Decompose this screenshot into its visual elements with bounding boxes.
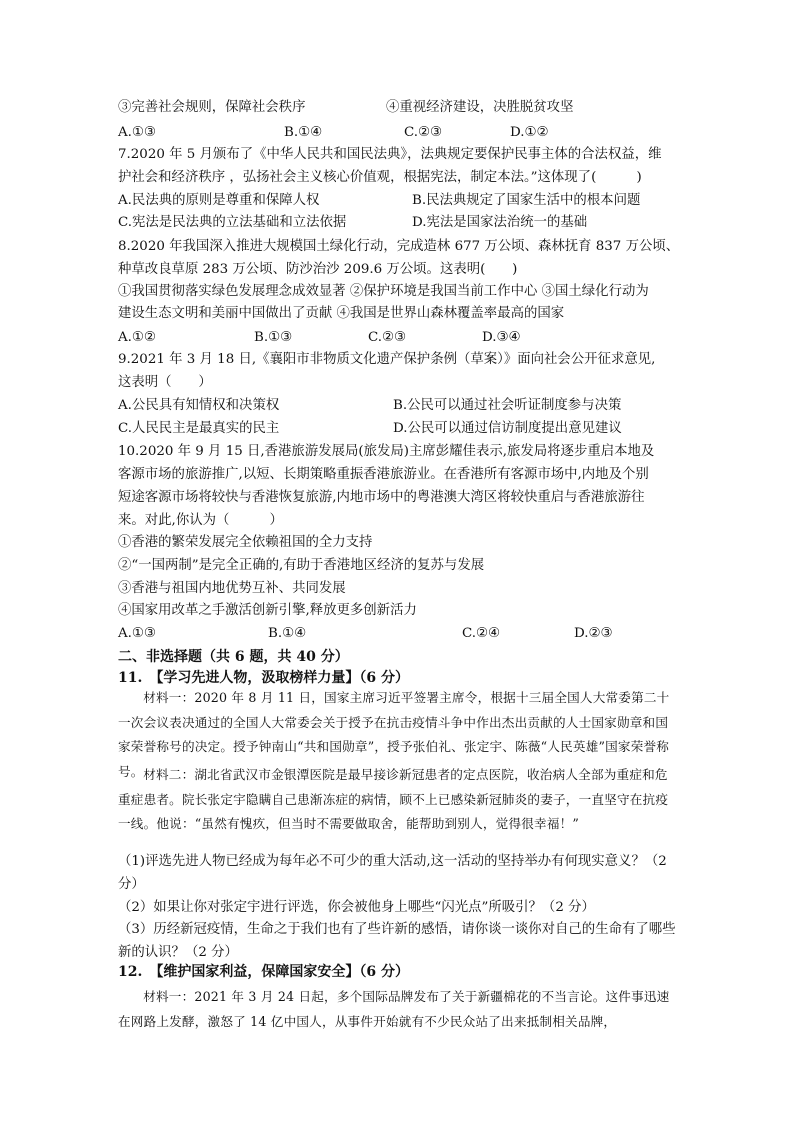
q7-choice-b: B.民法典规定了国家生活中的根本问题 [412,193,641,208]
q10-item-4: ④国家用改革之手激活创新引擎,释放更多创新活力 [118,603,417,618]
q8-stem-line2: 种草改良草原 283 万公顷、防沙治沙 209.6 万公顷。这表明( ) [118,262,518,277]
q12-material-1: 材料一：2021 年 3 月 24 日起，多个国际品牌发布了关于新疆棉花的不当言论。这件事迅速在网路上发酵，激怒了 14 亿中国人，从事件开始就有不少民众站了出来抵制相关品牌， [118,989,670,1029]
q10-stem-line4: 来。对此,你认为（ ） [118,513,283,528]
q7-choice-c: C.宪法是民法典的立法基础和立法依据 [118,215,347,230]
q7-options-row1 [118,191,678,211]
q8-choice-d: D.③④ [482,330,521,345]
q9-stem-line2: 这表明（ ） [118,375,212,390]
q10-item-2: ②“一国两制”是完全正确的,有助于香港地区经济的复苏与发展 [118,558,485,573]
q9-choice-c: C.人民民主是最真实的民主 [118,421,280,436]
q10-choice-d: D.②③ [574,626,613,641]
q6-item-3: ③完善社会规则，保障社会秩序 [118,100,306,115]
q11-subquestion-2: （2）如果让你对张定宇进行评选，你会被他身上哪些“闪光点”所吸引？（2 分） [118,900,595,915]
q11-title: 11. 【学习先进人物，汲取榜样力量】（6 分） [118,670,409,686]
q11-subquestion-1: （1)评选先进人物已经成为每年必不可少的重大活动,这一活动的坚持举办有何现实意义？（2 分） [118,854,667,892]
q10-stem-line3: 短途客源市场将较快与香港恢复旅游,内地市场中的粤港澳大湾区将较快重启与香港旅游往 [118,490,645,505]
q8-stem-line1: 8.2020 年我国深入推进大规模国土绿化行动，完成造林 677 万公顷、森林抚育 837 万公顷、 [118,239,680,254]
q10-item-3: ③香港与祖国内地优势互补、共同发展 [118,581,346,596]
q7-stem-line1: 7.2020 年 5 月颁布了《中华人民共和国民法典》，法典规定要保护民事主体的合法权益，维 [118,147,662,162]
q8-choice-a: A.①② [118,330,156,345]
q8-choices [118,328,678,348]
q6-choice-c: C.②③ [404,125,443,140]
q7-choice-a: A.民法典的原则是尊重和保障人权 [118,193,320,208]
q6-choice-d: D.①② [510,125,549,140]
q10-stem-line2: 客源市场的旅游推广,以短、长期策略重振香港旅游业。在香港所有客源市场中,内地及个别 [118,467,649,482]
q8-stem-line3: ①我国贯彻落实绿色发展理念成效显著 ②保护环境是我国当前工作中心 ③国土绿化行动为 [118,284,649,299]
q12-title: 12. 【维护国家利益，保障国家安全】（6 分） [118,964,409,980]
q11-subquestion-3: （3）历经新冠疫情，生命之于我们也有了些许新的感悟，请你谈一谈你对自己的生命有了哪些新的认识？（2 分） [118,922,676,960]
q6-options-row [118,98,678,118]
q9-choice-d: D.公民可以通过信访制度提出意见建议 [393,421,622,436]
q7-choice-d: D.宪法是国家法治统一的基础 [412,215,588,230]
q6-choice-b: B.①④ [284,125,323,140]
q7-stem-line2: 护社会和经济秩序 ，弘扬社会主义核心价值观，根据宪法，制定本法。”这体现了( ) [118,170,642,185]
q11-material-2: 材料二：湖北省武汉市金银潭医院是最早接诊新冠患者的定点医院，收治病人全部为重症和危重症患者。院长张定宇隐瞒自己患渐冻症的病情，顾不上已感染新冠肺炎的妻子，一直坚守在抗疫一线。他说：“虽然有愧疚，但当时不需要做取舍，能帮助到别人，觉得很幸福！” [118,767,669,831]
q7-options-row2 [118,213,678,233]
q10-item-1: ①香港的繁荣发展完全依赖祖国的全力支持 [118,535,373,550]
q6-choice-a: A.①③ [118,125,156,140]
q6-choices [118,123,678,143]
section-title: 二、非选择题（共 6 题，共 40 分） [118,649,349,665]
q9-options-row1 [118,396,678,416]
q10-choice-a: A.①③ [118,626,156,641]
q10-choices [118,624,678,644]
q8-choice-c: C.②③ [368,330,407,345]
q9-options-row2 [118,419,678,439]
q9-choice-a: A.公民具有知情权和决策权 [118,398,280,413]
q6-item-4: ④重视经济建设，决胜脱贫攻坚 [386,100,574,115]
q9-choice-b: B.公民可以通过社会听证制度参与决策 [393,398,622,413]
q11-material-1: 材料一：2020 年 8 月 11 日，国家主席习近平签署主席令，根据十三届全国人大常委第二十一次会议表决通过的全国人大常委会关于授予在抗击疫情斗争中作出杰出贡献的人士国家勋章和国家荣誉称号的决定。授予钟南山“共和国勋章”，授予张伯礼、张定宇、陈薇“人民英雄”国家荣誉称号。 [118,690,670,779]
q10-choice-b: B.①④ [268,626,307,641]
q8-stem-line4: 建设生态文明和美丽中国做出了贡献 ④我国是世界山森林覆盖率最高的国家 [118,306,565,321]
q10-stem-line1: 10.2020 年 9 月 15 日,香港旅游发展局(旅发局)主席彭耀佳表示,旅发局将逐步重启本地及 [118,444,655,459]
q8-choice-b: B.①③ [254,330,293,345]
q10-choice-c: C.②④ [462,626,501,641]
q9-stem-line1: 9.2021 年 3 月 18 日,《襄阳市非物质文化遗产保护条例（草案）》面向社会公开征求意见, [118,352,656,367]
